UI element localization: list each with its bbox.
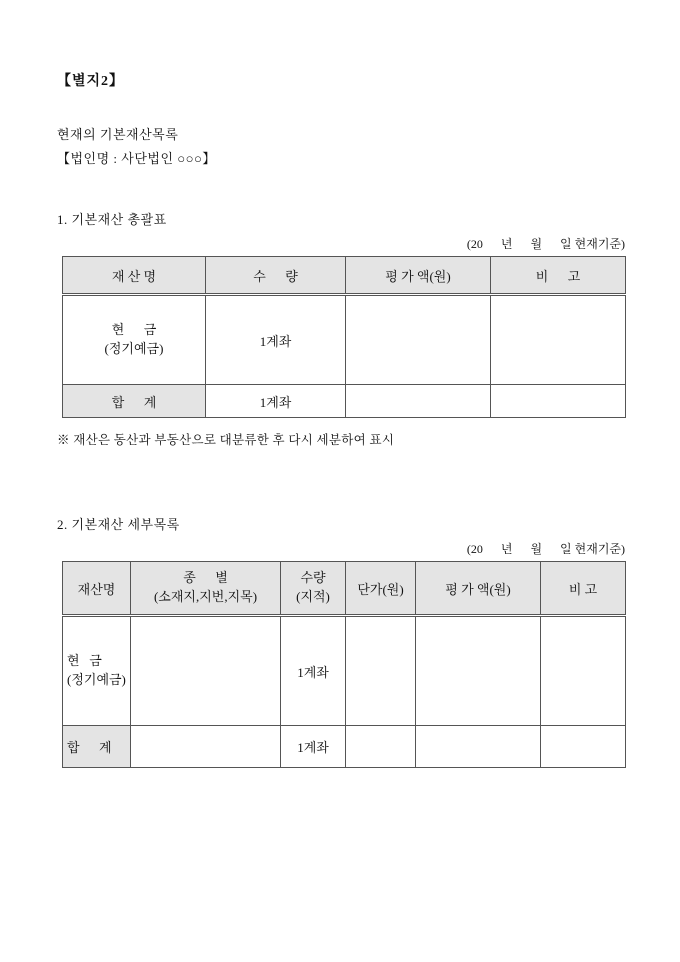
detail-table [62,561,626,768]
summary-col-quantity: 수 량 [206,257,346,295]
section1-footnote: ※ 재산은 동산과 부동산으로 대분류한 후 다시 세분하여 표시 [57,433,395,447]
detail-col-property-name: 재산명 [63,562,131,616]
detail-total-note-cell [541,726,626,768]
detail-col-type: 종 별 (소재지,지번,지목) [131,562,281,616]
detail-col-unit-price: 단가(원) [346,562,416,616]
document-title: 현재의 기본재산목록 [57,127,179,142]
detail-total-value-cell [416,726,541,768]
detail-total-label-cell: 합 계 [63,726,131,768]
detail-cash-note-cell [541,616,626,726]
summary-total-label-cell: 합 계 [63,385,206,418]
detail-row-cash [63,616,626,726]
detail-cash-name-line1: 현 금 [67,653,102,669]
summary-total-value-cell [346,385,491,418]
section2-date-note: (20 년 월 일 현재기준) [466,542,625,556]
detail-col-note: 비 고 [541,562,626,616]
detail-cash-name-line2: (정기예금) [67,672,126,687]
summary-col-note: 비 고 [491,257,626,295]
detail-table-header-row [63,562,626,616]
corporation-name-line: 【법인명 : 사단법인 ○○○】 [57,151,216,166]
summary-table-header-row [63,257,626,295]
attachment-label: 【별지2】 [57,74,125,89]
section1-date-note: (20 년 월 일 현재기준) [466,237,625,251]
detail-cash-name-cell [63,616,131,726]
summary-cash-value-cell [346,295,491,385]
summary-cash-name-line1: 현 금 [111,322,157,338]
detail-cash-value-cell [416,616,541,726]
section2-heading: 2. 기본재산 세부목록 [57,517,180,532]
summary-table [62,256,626,418]
detail-row-total [63,726,626,768]
detail-cash-type-cell [131,616,281,726]
summary-col-property-name: 재 산 명 [63,257,206,295]
detail-total-unit-price-cell [346,726,416,768]
summary-cash-note-cell [491,295,626,385]
summary-total-note-cell [491,385,626,418]
summary-total-quantity-cell: 1계좌 [206,385,346,418]
summary-col-appraised-value: 평 가 액(원) [346,257,491,295]
detail-total-quantity-cell: 1계좌 [281,726,346,768]
detail-total-type-cell [131,726,281,768]
summary-cash-name-line2: (정기예금) [104,341,164,356]
summary-cash-name-cell [63,295,206,385]
summary-row-cash [63,295,626,385]
detail-col-appraised-value: 평 가 액(원) [416,562,541,616]
summary-cash-quantity-cell: 1계좌 [206,295,346,385]
summary-row-total [63,385,626,418]
detail-cash-quantity-cell: 1계좌 [281,616,346,726]
detail-col-quantity: 수량 (지적) [281,562,346,616]
section1-heading: 1. 기본재산 총괄표 [57,212,167,227]
detail-cash-unit-price-cell [346,616,416,726]
